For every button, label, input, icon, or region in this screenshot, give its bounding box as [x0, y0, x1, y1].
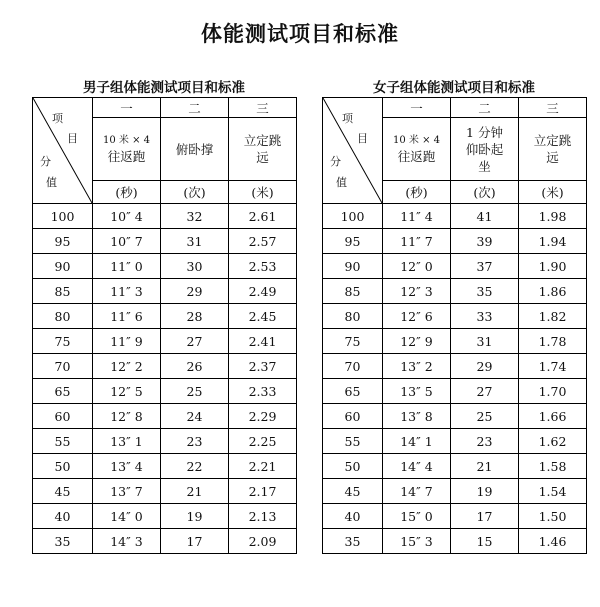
- cell-item3: 1.62: [519, 429, 587, 454]
- cell-item2: 17: [161, 529, 229, 554]
- cell-item3: 2.13: [229, 504, 297, 529]
- cell-item2: 19: [451, 479, 519, 504]
- male-column-name: [229, 118, 297, 181]
- table-row: [33, 479, 297, 504]
- cell-run: 15″ 3: [383, 529, 451, 554]
- table-row: [33, 279, 297, 304]
- table-row: [323, 479, 587, 504]
- cell-item2: 28: [161, 304, 229, 329]
- cell-item2: 17: [451, 504, 519, 529]
- column-name-text: 往返跑: [107, 148, 146, 164]
- cell-score: 40: [33, 504, 93, 529]
- cell-run: 12″ 3: [383, 279, 451, 304]
- cell-score: 100: [33, 204, 93, 229]
- cell-run: 14″ 7: [383, 479, 451, 504]
- cell-item2: 19: [161, 504, 229, 529]
- cell-score: 45: [323, 479, 383, 504]
- cell-run: 14″ 4: [383, 454, 451, 479]
- cell-item2: 21: [161, 479, 229, 504]
- cell-item3: 2.17: [229, 479, 297, 504]
- cell-item2: 33: [451, 304, 519, 329]
- cell-item3: 2.61: [229, 204, 297, 229]
- page-title: 体能测试项目和标准: [201, 21, 399, 46]
- cell-score: 85: [323, 279, 383, 304]
- cell-item3: 2.41: [229, 329, 297, 354]
- corner-label-fen: 分: [40, 155, 51, 168]
- cell-item3: 1.54: [519, 479, 587, 504]
- cell-item2: 23: [161, 429, 229, 454]
- corner-label-zhi: 值: [46, 176, 57, 189]
- cell-item3: 1.98: [519, 204, 587, 229]
- column-name-text: 往返跑: [397, 148, 436, 164]
- cell-run: 11″ 0: [93, 254, 161, 279]
- cell-item3: 1.58: [519, 454, 587, 479]
- table-row: [33, 504, 297, 529]
- cell-run: 11″ 6: [93, 304, 161, 329]
- cell-score: 45: [33, 479, 93, 504]
- cell-item2: 41: [451, 204, 519, 229]
- cell-score: 80: [33, 304, 93, 329]
- female-standards-table: [322, 97, 587, 554]
- cell-score: 65: [33, 379, 93, 404]
- cell-score: 65: [323, 379, 383, 404]
- table-row: [323, 254, 587, 279]
- cell-run: 10″ 4: [93, 204, 161, 229]
- table-row: [33, 329, 297, 354]
- table-row: [33, 304, 297, 329]
- cell-item2: 29: [161, 279, 229, 304]
- table-row: [33, 404, 297, 429]
- cell-score: 70: [323, 354, 383, 379]
- cell-score: 55: [33, 429, 93, 454]
- table-row: [33, 229, 297, 254]
- cell-run: 11″ 9: [93, 329, 161, 354]
- male-corner-header: [33, 98, 93, 204]
- cell-run: 13″ 1: [93, 429, 161, 454]
- female-column-unit: (米): [519, 181, 587, 204]
- column-name-text: 1 分钟 仰卧起 坐: [465, 124, 504, 174]
- cell-item3: 2.45: [229, 304, 297, 329]
- column-name-text: 俯卧撑: [175, 141, 214, 157]
- cell-score: 80: [323, 304, 383, 329]
- female-column-unit: (秒): [383, 181, 451, 204]
- table-row: [323, 529, 587, 554]
- cell-score: 95: [323, 229, 383, 254]
- cell-score: 75: [33, 329, 93, 354]
- cell-item3: 2.49: [229, 279, 297, 304]
- cell-run: 12″ 8: [93, 404, 161, 429]
- cell-item3: 1.74: [519, 354, 587, 379]
- cell-item3: 1.66: [519, 404, 587, 429]
- cell-run: 13″ 2: [383, 354, 451, 379]
- cell-score: 55: [323, 429, 383, 454]
- column-name-text: 立定跳 远: [243, 133, 282, 165]
- table-row: [323, 229, 587, 254]
- female-table-title: 女子组体能测试项目和标准: [373, 80, 535, 96]
- male-table-title: 男子组体能测试项目和标准: [83, 80, 245, 96]
- cell-item2: 22: [161, 454, 229, 479]
- cell-item2: 39: [451, 229, 519, 254]
- cell-run: 12″ 2: [93, 354, 161, 379]
- cell-score: 90: [33, 254, 93, 279]
- cell-item2: 31: [451, 329, 519, 354]
- cell-run: 11″ 3: [93, 279, 161, 304]
- cell-run: 13″ 7: [93, 479, 161, 504]
- cell-score: 50: [33, 454, 93, 479]
- cell-item3: 1.46: [519, 529, 587, 554]
- cell-run: 15″ 0: [383, 504, 451, 529]
- corner-label-xiang: 项: [52, 112, 63, 125]
- cell-item2: 26: [161, 354, 229, 379]
- male-column-name: [161, 118, 229, 181]
- cell-run: 12″ 6: [383, 304, 451, 329]
- cell-item3: 2.53: [229, 254, 297, 279]
- cell-item3: 2.29: [229, 404, 297, 429]
- cell-score: 40: [323, 504, 383, 529]
- table-row: [33, 379, 297, 404]
- cell-item2: 21: [451, 454, 519, 479]
- table-row: [323, 429, 587, 454]
- cell-run: 14″ 1: [383, 429, 451, 454]
- column-name-prefix: 10 米 × 4: [102, 134, 150, 146]
- cell-item2: 24: [161, 404, 229, 429]
- cell-item3: 1.50: [519, 504, 587, 529]
- cell-item3: 1.70: [519, 379, 587, 404]
- cell-item3: 2.37: [229, 354, 297, 379]
- cell-run: 14″ 0: [93, 504, 161, 529]
- cell-run: 13″ 8: [383, 404, 451, 429]
- cell-score: 70: [33, 354, 93, 379]
- cell-item2: 37: [451, 254, 519, 279]
- cell-item2: 27: [161, 329, 229, 354]
- table-row: [323, 404, 587, 429]
- cell-score: 85: [33, 279, 93, 304]
- cell-run: 12″ 9: [383, 329, 451, 354]
- cell-run: 13″ 5: [383, 379, 451, 404]
- female-column-number: 二: [451, 98, 519, 118]
- column-name-text: 立定跳 远: [533, 133, 572, 165]
- cell-item2: 27: [451, 379, 519, 404]
- cell-item3: 2.21: [229, 454, 297, 479]
- cell-run: 10″ 7: [93, 229, 161, 254]
- cell-item3: 2.25: [229, 429, 297, 454]
- cell-item3: 1.78: [519, 329, 587, 354]
- male-standards-table: [32, 97, 297, 554]
- cell-run: 14″ 3: [93, 529, 161, 554]
- cell-item3: 2.09: [229, 529, 297, 554]
- female-corner-header: [323, 98, 383, 204]
- cell-score: 100: [323, 204, 383, 229]
- cell-item2: 35: [451, 279, 519, 304]
- table-row: [33, 354, 297, 379]
- male-column-unit: (米): [229, 181, 297, 204]
- table-row: [323, 279, 587, 304]
- cell-item3: 1.90: [519, 254, 587, 279]
- male-section: [32, 80, 296, 554]
- cell-score: 90: [323, 254, 383, 279]
- cell-run: 11″ 4: [383, 204, 451, 229]
- cell-item2: 30: [161, 254, 229, 279]
- corner-label-fen: 分: [330, 155, 341, 168]
- table-row: [33, 204, 297, 229]
- corner-label-xiang: 项: [342, 112, 353, 125]
- cell-score: 75: [323, 329, 383, 354]
- female-column-name: [451, 118, 519, 181]
- cell-run: 11″ 7: [383, 229, 451, 254]
- table-row: [33, 254, 297, 279]
- table-row: [323, 329, 587, 354]
- cell-run: 12″ 0: [383, 254, 451, 279]
- table-row: [323, 354, 587, 379]
- cell-item3: 1.86: [519, 279, 587, 304]
- male-column-name: [93, 118, 161, 181]
- cell-score: 50: [323, 454, 383, 479]
- female-column-number: 三: [519, 98, 587, 118]
- cell-item3: 1.94: [519, 229, 587, 254]
- female-section: [322, 80, 586, 554]
- table-row: [33, 529, 297, 554]
- cell-score: 35: [33, 529, 93, 554]
- table-row: [323, 504, 587, 529]
- cell-score: 95: [33, 229, 93, 254]
- female-column-name: [519, 118, 587, 181]
- cell-item2: 29: [451, 354, 519, 379]
- table-row: [323, 304, 587, 329]
- male-column-number: 三: [229, 98, 297, 118]
- male-column-unit: (秒): [93, 181, 161, 204]
- cell-item3: 1.82: [519, 304, 587, 329]
- male-column-unit: (次): [161, 181, 229, 204]
- corner-label-mu: 目: [357, 132, 368, 145]
- cell-score: 60: [323, 404, 383, 429]
- male-column-number: 二: [161, 98, 229, 118]
- column-name-prefix: 10 米 × 4: [392, 134, 440, 146]
- cell-score: 35: [323, 529, 383, 554]
- cell-item2: 23: [451, 429, 519, 454]
- table-row: [323, 379, 587, 404]
- cell-item2: 25: [451, 404, 519, 429]
- cell-item2: 32: [161, 204, 229, 229]
- cell-item3: 2.33: [229, 379, 297, 404]
- table-row: [33, 454, 297, 479]
- table-row: [323, 454, 587, 479]
- corner-label-zhi: 值: [336, 176, 347, 189]
- corner-label-mu: 目: [67, 132, 78, 145]
- female-column-unit: (次): [451, 181, 519, 204]
- table-row: [323, 204, 587, 229]
- female-column-number: 一: [383, 98, 451, 118]
- male-column-number: 一: [93, 98, 161, 118]
- cell-score: 60: [33, 404, 93, 429]
- cell-item3: 2.57: [229, 229, 297, 254]
- cell-item2: 25: [161, 379, 229, 404]
- cell-item2: 15: [451, 529, 519, 554]
- cell-item2: 31: [161, 229, 229, 254]
- table-row: [33, 429, 297, 454]
- female-column-name: [383, 118, 451, 181]
- cell-run: 13″ 4: [93, 454, 161, 479]
- cell-run: 12″ 5: [93, 379, 161, 404]
